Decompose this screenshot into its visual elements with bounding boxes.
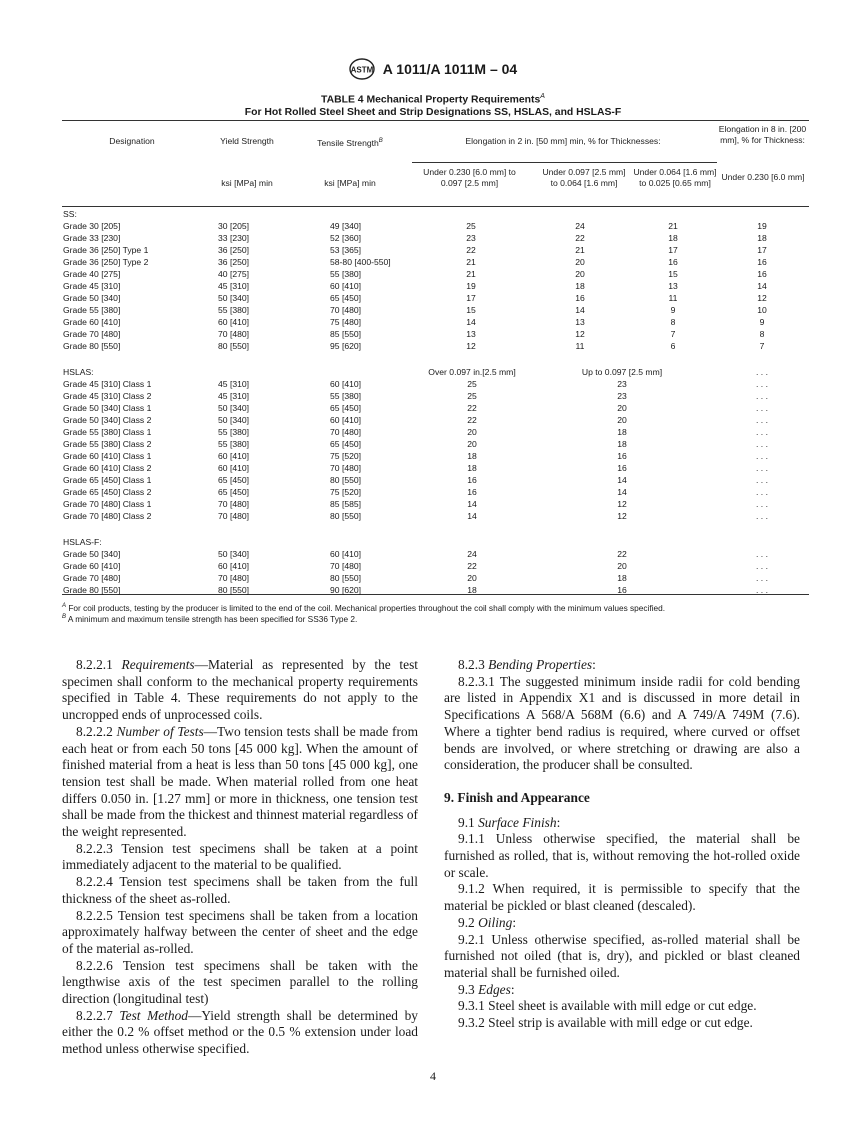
table-row <box>62 304 809 316</box>
table-row <box>62 498 809 510</box>
table-cell: 25 <box>467 391 477 401</box>
table-cell: Grade 50 [340] Class 1 <box>63 403 152 413</box>
table-cell: . . . <box>756 403 768 413</box>
table-cell: 22 <box>467 403 477 413</box>
table-cell: . . . <box>756 427 768 437</box>
table-row <box>62 390 809 402</box>
table-cell: 58-80 [400-550] <box>330 257 391 267</box>
table-cell: 75 [520] <box>330 487 362 497</box>
tensile-footnote-mark: B <box>378 138 383 144</box>
table-cell: 20 <box>467 427 477 437</box>
table-cell: 13 <box>575 317 585 327</box>
table-row <box>62 414 809 426</box>
paragraph-8-2-2-1: 8.2.2.1 Requirements—Material as represented by the test specimen shall conform to the mechanical property requirements specified in Table 4. These requirements do not apply to the uncropped ends of unprocessed coils. <box>62 657 419 723</box>
table-cell: 90 [620] <box>330 585 362 595</box>
group-label-ss-text: SS: <box>63 209 77 219</box>
table-cell: 16 <box>757 269 767 279</box>
table-cell: 8 <box>670 317 676 327</box>
table-cell: 14 <box>467 499 477 509</box>
table-cell: . . . <box>756 379 768 389</box>
table-cell: Grade 65 [450] Class 2 <box>63 487 152 497</box>
table-cell: 55 [380] <box>330 269 362 279</box>
table-row <box>62 486 809 498</box>
table-cell: 60 [410] <box>218 451 250 461</box>
table-cell: 13 <box>466 329 476 339</box>
table-row <box>62 328 809 340</box>
table-cell: 23 <box>617 391 627 401</box>
table-cell: 80 [550] <box>330 511 362 521</box>
paragraph-9-1: 9.1 Surface Finish: <box>458 814 561 830</box>
table-row <box>62 280 809 292</box>
table-cell: 9 <box>670 305 676 315</box>
table-cell: Grade 50 [340] <box>63 293 121 303</box>
table-cell: 30 [205] <box>218 221 250 231</box>
table-row <box>62 462 809 474</box>
col-header-elongation-2in: Elongation in 2 in. [50 mm] min, % for Thicknesses: <box>465 136 661 146</box>
table-cell: 18 <box>467 451 477 461</box>
table-cell: 20 <box>617 561 627 571</box>
table-cell: 16 <box>467 475 477 485</box>
table-cell: 95 [620] <box>330 341 362 351</box>
table-cell: Grade 70 [480] Class 2 <box>63 511 152 521</box>
table-cell: 70 [480] <box>330 463 362 473</box>
table-cell: 10 <box>757 305 767 315</box>
paragraph-9-1-2: 9.1.2 When required, it is permissible to specify that the material be pickled or blast cleaned (descaled). <box>444 881 800 914</box>
astm-logo-icon <box>349 58 375 80</box>
table-cell: . . . <box>756 391 768 401</box>
table-cell: 55 [380] <box>218 439 250 449</box>
table-cell: 7 <box>670 329 676 339</box>
table-cell: . . . <box>756 499 768 509</box>
paragraph-9-2: 9.2 Oiling: <box>458 914 517 930</box>
table-cell: 60 [410] <box>330 281 362 291</box>
table-caption <box>0 90 866 119</box>
hslas-thickness-over: Over 0.097 in.[2.5 mm] <box>428 367 516 377</box>
table-cell: 80 [550] <box>330 475 362 485</box>
table-cell: Grade 55 [380] <box>63 305 121 315</box>
thickness-range-2: Under 0.097 [2.5 mm] to 0.064 [1.6 mm] <box>542 167 626 188</box>
table-row <box>62 292 809 304</box>
tensile-unit: ksi [MPa] min <box>324 178 376 188</box>
table-cell: 70 [480] <box>330 427 362 437</box>
table-cell: 80 [550] <box>330 573 362 583</box>
table-cell: Grade 60 [410] Class 1 <box>63 451 152 461</box>
table-cell: 12 <box>617 511 627 521</box>
table-cell: . . . <box>756 475 768 485</box>
table-cell: 45 [310] <box>218 391 250 401</box>
table-cell: 60 [410] <box>218 463 250 473</box>
table-cell: 14 <box>617 487 627 497</box>
table-row <box>62 510 809 522</box>
group-label-ss <box>62 208 809 220</box>
table-row <box>62 402 809 414</box>
table-cell: 16 <box>757 257 767 267</box>
table-cell: 20 <box>467 573 477 583</box>
table-cell: 14 <box>467 511 477 521</box>
table-cell: 50 [340] <box>218 403 250 413</box>
table-row <box>62 232 809 244</box>
table-cell: 22 <box>466 245 476 255</box>
table-cell: 24 <box>467 549 477 559</box>
table-caption-footnote-mark: A <box>540 93 545 100</box>
table-cell: 16 <box>617 463 627 473</box>
footnote-b: $^B$ A minimum and maximum tensile strength has been specified for SS36 Type 2. <box>62 613 358 624</box>
table-cell: Grade 30 [205] <box>63 221 121 231</box>
paragraph-9-3-2: 9.3.2 Steel strip is available with mill edge or cut edge. <box>458 1015 753 1031</box>
table-cell: 65 [450] <box>330 293 362 303</box>
table-row <box>62 268 809 280</box>
paragraph-8-2-2-4: 8.2.2.4 Tension test specimens shall be taken from the full thickness of the sheet as-rolled. <box>62 874 418 906</box>
table-cell: 18 <box>575 281 585 291</box>
table-cell: Grade 70 [480] Class 1 <box>63 499 152 509</box>
table-row <box>62 474 809 486</box>
paragraph-9-2-1: 9.2.1 Unless otherwise specified, as-rolled material shall be furnished not oiled (that is, dry), and pickled or blast cleaned material shall be furnished oiled. <box>444 931 800 980</box>
table-cell: 18 <box>467 585 477 595</box>
table-cell: 21 <box>466 257 476 267</box>
table-cell: 50 [340] <box>218 415 250 425</box>
left-text-column <box>62 657 418 1058</box>
table-cell: . . . <box>756 487 768 497</box>
table-cell: 21 <box>466 269 476 279</box>
table-cell: 45 [310] <box>218 379 250 389</box>
table-cell: 65 [450] <box>218 487 250 497</box>
table-row <box>62 316 809 328</box>
table-cell: 50 [340] <box>218 293 250 303</box>
table-cell: 45 [310] <box>218 281 250 291</box>
table-cell: . . . <box>756 511 768 521</box>
table-cell: 70 [480] <box>218 329 250 339</box>
table-cell: Grade 65 [450] Class 1 <box>63 475 152 485</box>
thickness-range-3: Under 0.064 [1.6 mm] to 0.025 [0.65 mm] <box>633 167 717 188</box>
table-cell: 65 [450] <box>330 439 362 449</box>
table-cell: 70 [480] <box>218 511 250 521</box>
table-row <box>62 438 809 450</box>
table-cell: 20 <box>575 257 585 267</box>
table-cell: Grade 45 [310] Class 1 <box>63 379 152 389</box>
table-cell: 20 <box>575 269 585 279</box>
table-cell: 25 <box>466 221 476 231</box>
paragraph-8-2-2-5: 8.2.2.5 Tension test specimens shall be taken from a location approximately halfway between the center of sheet and the edge of the material as-rolled. <box>62 907 418 956</box>
table-cell: Grade 80 [550] <box>63 341 121 351</box>
table-cell: 14 <box>575 305 585 315</box>
table-cell: Grade 60 [410] Class 2 <box>63 463 152 473</box>
table-cell: 75 [520] <box>330 451 362 461</box>
right-text-column <box>444 657 800 1032</box>
table-cell: 70 [480] <box>330 561 362 571</box>
table-row <box>62 244 809 256</box>
table-cell: . . . <box>756 415 768 425</box>
table-row <box>62 378 809 390</box>
table-cell: . . . <box>756 585 768 595</box>
table-cell: 21 <box>668 221 678 231</box>
table-cell: 7 <box>759 341 765 351</box>
table-cell: 12 <box>575 329 585 339</box>
table-cell: Grade 80 [550] <box>63 585 121 595</box>
paragraph-9-1-1: 9.1.1 Unless otherwise specified, the material shall be furnished as rolled, that is, without removing the hot-rolled oxide or scale. <box>444 831 800 880</box>
table-cell: 22 <box>617 549 627 559</box>
table-cell: Grade 45 [310] Class 2 <box>63 391 152 401</box>
table-cell: 14 <box>757 281 767 291</box>
table-cell: Grade 33 [230] <box>63 233 121 243</box>
table-cell: 22 <box>575 233 585 243</box>
paragraph-8-2-2-3: 8.2.2.3 Tension test specimens shall be taken at a point immediately adjacent to the material to be qualified. <box>62 840 418 873</box>
document-header <box>0 58 866 80</box>
table-row <box>62 220 809 232</box>
table-cell: 8 <box>759 329 765 339</box>
col-header-tensile: Tensile Strength$^B$ <box>317 137 383 148</box>
table-row <box>62 584 809 596</box>
table-cell: 65 [450] <box>218 475 250 485</box>
table-cell: 23 <box>617 379 627 389</box>
table-cell: 9 <box>759 317 765 327</box>
section-heading-finish: 9. Finish and Appearance <box>444 789 590 805</box>
elongation-sub-rule <box>412 162 717 163</box>
table-cell: 16 <box>575 293 585 303</box>
table-cell: 18 <box>668 233 678 243</box>
table-cell: 36 [250] <box>218 245 250 255</box>
table-cell: 85 [585] <box>330 499 362 509</box>
table-row <box>62 340 809 352</box>
table-cell: . . . <box>756 561 768 571</box>
table-cell: 19 <box>466 281 476 291</box>
col-header-elongation-8in: Elongation in 8 in. [200 mm], % for Thickness: <box>718 124 807 145</box>
paragraph-9-3: 9.3 Edges: <box>458 981 515 997</box>
paragraph-8-2-2-2: 8.2.2.2 Number of Tests—Two tension tests shall be made from each heat or from each 50 tons [45 000 kg]. When the amount of finished material from a heat is less than 50 tons [45 000 kg], one tension test shall be made. When material rolled from one heat differs 0.050 in. [1.27 mm] or more in thickness, one tension test shall be made from the thickest and thinnest material regardless of the weight represented. <box>62 723 419 840</box>
table-cell: 33 [230] <box>218 233 250 243</box>
table-cell: Grade 45 [310] <box>63 281 121 291</box>
table-cell: 70 [480] <box>218 499 250 509</box>
table-cell: Grade 55 [380] Class 1 <box>63 427 152 437</box>
table-cell: 80 [550] <box>218 585 250 595</box>
table-cell: 15 <box>466 305 476 315</box>
table-cell: 16 <box>617 585 627 595</box>
table-cell: 49 [340] <box>330 221 362 231</box>
table-cell: 40 [275] <box>218 269 250 279</box>
table-cell: Grade 36 [250] Type 1 <box>63 245 149 255</box>
yield-unit: ksi [MPa] min <box>221 178 273 188</box>
table-cell: . . . <box>756 463 768 473</box>
table-cell: 80 [550] <box>218 341 250 351</box>
table-cell: 53 [365] <box>330 245 362 255</box>
table-cell: Grade 40 [275] <box>63 269 121 279</box>
table-row <box>62 560 809 572</box>
table-cell: 22 <box>467 561 477 571</box>
table-cell: Grade 55 [380] Class 2 <box>63 439 152 449</box>
table-cell: 20 <box>617 415 627 425</box>
table-cell: 11 <box>575 341 585 351</box>
table-cell: 20 <box>617 403 627 413</box>
group-label-hslas-row <box>62 366 809 378</box>
paragraph-8-2-3: 8.2.3 Bending Properties: <box>458 657 596 672</box>
table-cell: 52 [360] <box>330 233 362 243</box>
table-cell: 16 <box>617 451 627 461</box>
table-cell: . . . <box>756 573 768 583</box>
table-cell: 14 <box>466 317 476 327</box>
hslas-thickness-up-to: Up to 0.097 [2.5 mm] <box>581 367 663 377</box>
table-cell: 25 <box>467 379 477 389</box>
table-cell: 75 [480] <box>330 317 362 327</box>
table-row <box>62 426 809 438</box>
table-cell: Grade 60 [410] <box>63 317 121 327</box>
table-cell: 60 [410] <box>330 549 362 559</box>
table-cell: 14 <box>617 475 627 485</box>
table-cell: 6 <box>670 341 676 351</box>
table-cell: 65 [450] <box>330 403 362 413</box>
table-cell: 24 <box>575 221 585 231</box>
paragraph-8-2-3-1: 8.2.3.1 The suggested minimum inside radii for cold bending are listed in Appendix X1 and is discussed in more detail in Specifications A 568/A 568M (6.6) and A 749/A 749M (7.6). Where a tighter bend radius is required, where curved or offset bends are involved, or where stretching or drawing are also a consideration, the producer shall be consulted. <box>444 673 800 773</box>
page-number: 4 <box>430 1069 436 1083</box>
table-cell: 17 <box>757 245 767 255</box>
table-cell: 19 <box>757 221 767 231</box>
table-cell: 18 <box>617 439 627 449</box>
table-cell: . . . <box>756 451 768 461</box>
table-cell: 17 <box>668 245 678 255</box>
group-label-hslas-f-text: HSLAS-F: <box>63 537 102 547</box>
table-cell: 15 <box>668 269 678 279</box>
header-bottom-rule <box>62 206 809 207</box>
table-cell: 18 <box>757 233 767 243</box>
table-cell: 16 <box>668 257 678 267</box>
table-cell: 50 [340] <box>218 549 250 559</box>
table-cell: . . . <box>756 549 768 559</box>
table-cell: 60 [410] <box>218 317 250 327</box>
hslas-thickness-8in: . . . <box>756 367 768 377</box>
standard-designation: A 1011/A 1011M – 04 <box>382 61 518 77</box>
table-cell: . . . <box>756 439 768 449</box>
table-cell: 55 [380] <box>218 305 250 315</box>
table-cell: 70 [480] <box>330 305 362 315</box>
col-header-designation: Designation <box>109 136 155 146</box>
col-header-yield: Yield Strength <box>220 136 274 146</box>
table-cell: Grade 36 [250] Type 2 <box>63 257 149 267</box>
table-cell: 12 <box>757 293 767 303</box>
table-row <box>62 572 809 584</box>
table-cell: 60 [410] <box>330 379 362 389</box>
table-cell: 12 <box>617 499 627 509</box>
table-caption-line2: For Hot Rolled Steel Sheet and Strip Designations SS, HSLAS, and HSLAS-F <box>244 107 622 119</box>
group-label-hslas-f <box>62 536 809 548</box>
table-cell: Grade 50 [340] Class 2 <box>63 415 152 425</box>
table-cell: 18 <box>617 573 627 583</box>
table-cell: 20 <box>467 439 477 449</box>
table-cell: 16 <box>467 487 477 497</box>
thickness-range-1: Under 0.230 [6.0 mm] to 0.097 [2.5 mm] <box>423 167 516 188</box>
table-cell: 12 <box>466 341 476 351</box>
table-cell: 55 [380] <box>330 391 362 401</box>
table-caption-line1: TABLE 4 Mechanical Property Requirements <box>321 94 541 106</box>
table-cell: Grade 70 [480] <box>63 573 121 583</box>
table-top-rule <box>62 120 809 121</box>
table-row <box>62 450 809 462</box>
paragraph-9-3-1: 9.3.1 Steel sheet is available with mill edge or cut edge. <box>458 998 757 1014</box>
table-cell: 21 <box>575 245 585 255</box>
table-cell: Grade 70 [480] <box>63 329 121 339</box>
table-cell: 60 [410] <box>218 561 250 571</box>
table-cell: Grade 50 [340] <box>63 549 121 559</box>
logo-text: ASTM <box>350 65 374 75</box>
table-cell: 70 [480] <box>218 573 250 583</box>
group-label-hslas: HSLAS: <box>63 367 94 377</box>
table-row <box>62 256 809 268</box>
thickness-range-4: Under 0.230 [6.0 mm] <box>721 172 805 182</box>
table-cell: 18 <box>617 427 627 437</box>
footnote-a: $^A$ For coil products, testing by the producer is limited to the end of the coil. Mechanical properties throughout the coil shall comply with the minimum values specified. <box>62 602 666 613</box>
table-cell: 23 <box>466 233 476 243</box>
table-cell: 22 <box>467 415 477 425</box>
table-cell: 17 <box>466 293 476 303</box>
table-cell: 36 [250] <box>218 257 250 267</box>
paragraph-8-2-2-7: 8.2.2.7 Test Method—Yield strength shall be determined by either the 0.2 % offset method or the 0.5 % extension under load method unless otherwise specified. <box>62 1007 418 1057</box>
table-cell: 18 <box>467 463 477 473</box>
table-cell: 55 [380] <box>218 427 250 437</box>
table-cell: 13 <box>668 281 678 291</box>
table-cell: Grade 60 [410] <box>63 561 121 571</box>
table-cell: 11 <box>668 293 678 303</box>
table-cell: 85 [550] <box>330 329 362 339</box>
table-cell: 60 [410] <box>330 415 362 425</box>
paragraph-8-2-2-6: 8.2.2.6 Tension test specimens shall be taken with the lengthwise axis of the test specimen parallel to the rolling direction (longitudinal test) <box>62 957 418 1007</box>
table-row <box>62 548 809 560</box>
